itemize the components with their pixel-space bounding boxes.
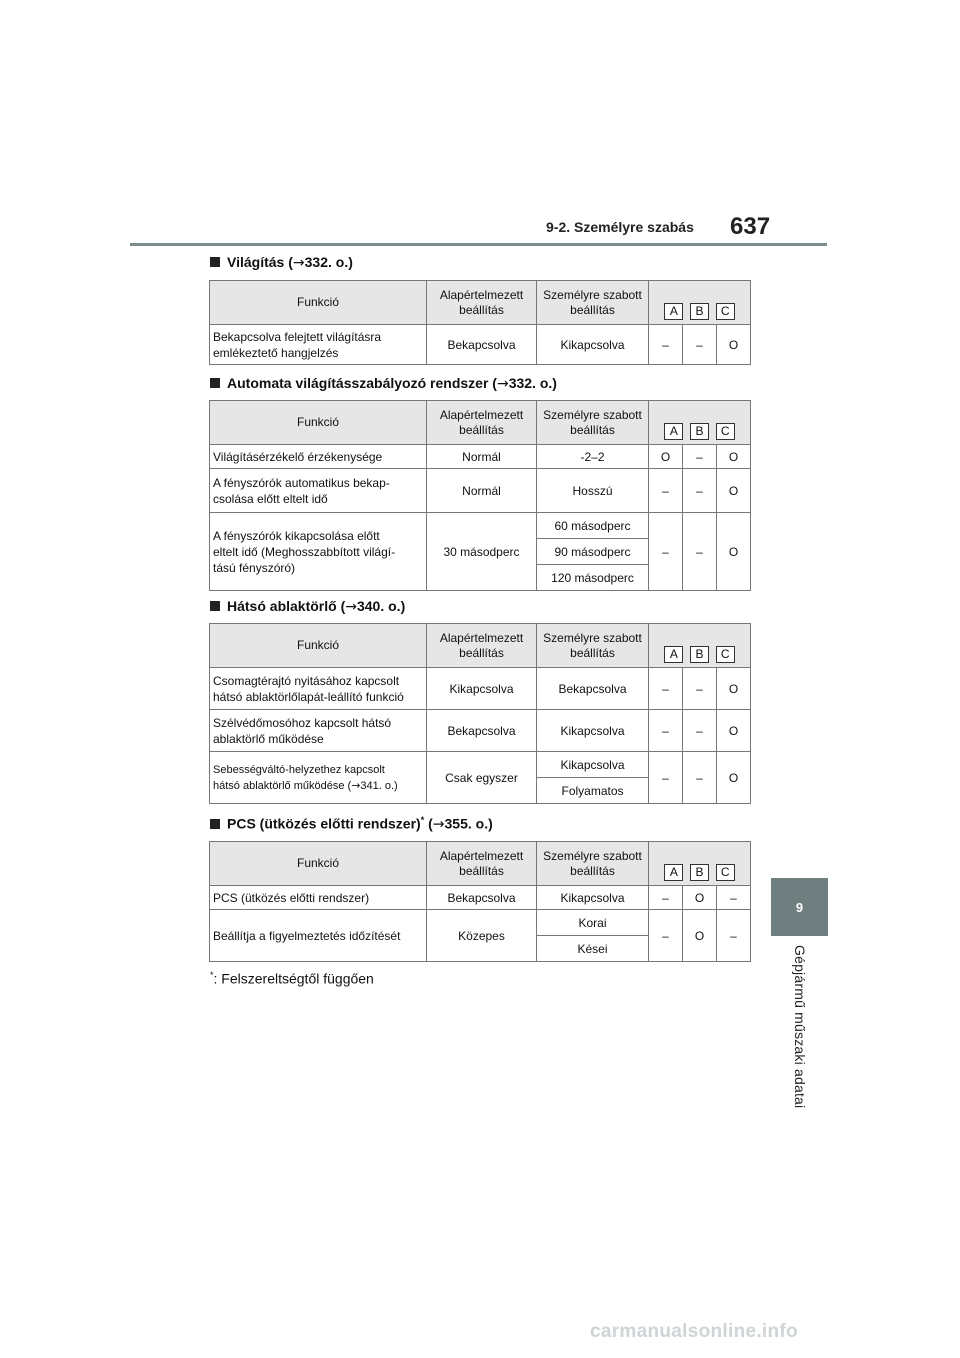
a-cell: – — [649, 710, 683, 752]
watermark-logo: carmanualsonline.info — [590, 1321, 798, 1342]
section-heading-pcs: PCS (ütközés előtti rendszer)* (→355. o.) — [210, 815, 493, 833]
rear-wiper-table — [209, 623, 751, 804]
a-cell: – — [649, 668, 683, 710]
letter-a-box: A — [664, 303, 683, 320]
column-header-default: Alapértelmezett beállítás — [427, 281, 537, 325]
c-cell: – — [717, 886, 751, 910]
table-row — [210, 752, 751, 778]
a-cell: – — [649, 325, 683, 365]
c-cell: – — [717, 910, 751, 962]
b-cell: – — [683, 513, 717, 591]
c-cell: O — [717, 469, 751, 513]
column-header-custom: Személyre szabott beállítás — [537, 624, 649, 668]
default-cell: Bekapcsolva — [427, 325, 537, 365]
custom-cell: Kikapcsolva — [537, 325, 649, 365]
section-heading-rear-wiper: Hátsó ablaktörlő (→340. o.) — [210, 598, 405, 615]
chapter-number: 9 — [795, 899, 804, 915]
column-header-function: Funkció — [210, 401, 427, 445]
default-cell: Bekapcsolva — [427, 710, 537, 752]
custom-option-cell: Korai — [537, 910, 649, 936]
arrow-right-icon: → — [351, 778, 361, 792]
pcs-table — [209, 841, 751, 962]
chapter-tab — [771, 878, 828, 936]
square-bullet-icon — [210, 257, 220, 267]
default-cell: Közepes — [427, 910, 537, 962]
table-row — [210, 886, 751, 910]
b-cell: – — [683, 325, 717, 365]
letter-b-box: B — [690, 303, 709, 320]
footnote — [210, 970, 374, 987]
b-cell: O — [683, 910, 717, 962]
letter-c-box: C — [716, 303, 735, 320]
custom-cell: Hosszú — [537, 469, 649, 513]
column-header-default: Alapértelmezett beállítás — [427, 842, 537, 886]
default-cell: Csak egyszer — [427, 752, 537, 804]
custom-option-cell: 60 másodperc — [537, 513, 649, 539]
letter-b-box: B — [690, 646, 709, 663]
square-bullet-icon — [210, 819, 220, 829]
column-header-default: Alapértelmezett beállítás — [427, 401, 537, 445]
arrow-right-icon: → — [292, 255, 305, 271]
column-header-abc — [649, 401, 751, 445]
table-header-row — [210, 624, 751, 668]
default-cell: Normál — [427, 445, 537, 469]
arrow-right-icon: → — [496, 376, 509, 392]
function-cell: PCS (ütközés előtti rendszer) — [210, 886, 427, 910]
custom-option-cell: Folyamatos — [537, 778, 649, 804]
default-cell: Normál — [427, 469, 537, 513]
c-cell: O — [717, 445, 751, 469]
column-header-abc — [649, 624, 751, 668]
b-cell: O — [683, 886, 717, 910]
function-cell: Csomagtérajtó nyitásához kapcsolt hátsó ablaktörlőlapát-leállító funkció — [210, 668, 427, 710]
function-cell: Bekapcsolva felejtett világításra emlékeztető hangjelzés — [210, 325, 427, 365]
chapter-title: Gépjármű műszaki adatai — [792, 945, 808, 1109]
page-number: 637 — [730, 213, 771, 240]
letter-b-box: B — [690, 423, 709, 440]
table-row — [210, 910, 751, 936]
letter-a-box: A — [664, 864, 683, 881]
column-header-function: Funkció — [210, 624, 427, 668]
function-cell: A fényszórók kikapcsolása előtt eltelt idő (Meghosszabbított világí- tású fényszóró) — [210, 513, 427, 591]
a-cell: – — [649, 469, 683, 513]
table-row — [210, 325, 751, 365]
column-header-custom: Személyre szabott beállítás — [537, 401, 649, 445]
table-row — [210, 710, 751, 752]
custom-option-cell: 90 másodperc — [537, 539, 649, 565]
section-heading-lighting: Világítás (→332. o.) — [210, 254, 353, 271]
table-header-row — [210, 281, 751, 325]
header-rule — [130, 243, 827, 246]
table-row — [210, 668, 751, 710]
letter-a-box: A — [664, 646, 683, 663]
column-header-default: Alapértelmezett beállítás — [427, 624, 537, 668]
c-cell: O — [717, 710, 751, 752]
table-row — [210, 445, 751, 469]
default-cell: 30 másodperc — [427, 513, 537, 591]
arrow-right-icon: → — [345, 599, 357, 615]
c-cell: O — [717, 325, 751, 365]
b-cell: – — [683, 445, 717, 469]
c-cell: O — [717, 668, 751, 710]
function-cell: Beállítja a figyelmeztetés időzítését — [210, 910, 427, 962]
custom-cell: Bekapcsolva — [537, 668, 649, 710]
b-cell: – — [683, 469, 717, 513]
letter-b-box: B — [690, 864, 709, 881]
column-header-function: Funkció — [210, 842, 427, 886]
custom-cell: -2–2 — [537, 445, 649, 469]
square-bullet-icon — [210, 378, 220, 388]
c-cell: O — [717, 513, 751, 591]
table-header-row — [210, 401, 751, 445]
b-cell: – — [683, 668, 717, 710]
custom-option-cell: Kései — [537, 936, 649, 962]
table-header-row — [210, 842, 751, 886]
default-cell: Bekapcsolva — [427, 886, 537, 910]
a-cell: – — [649, 752, 683, 804]
letter-c-box: C — [716, 864, 735, 881]
auto-light-control-table — [209, 400, 751, 591]
letter-a-box: A — [664, 423, 683, 440]
footnote-text: : Felszereltségtől függően — [213, 970, 374, 987]
column-header-function: Funkció — [210, 281, 427, 325]
c-cell: O — [717, 752, 751, 804]
column-header-abc — [649, 281, 751, 325]
table-row — [210, 469, 751, 513]
custom-option-cell: 120 másodperc — [537, 565, 649, 591]
letter-c-box: C — [716, 646, 735, 663]
lighting-table — [209, 280, 751, 365]
section-heading-auto-light-control: Automata világításszabályozó rendszer (→332. o.) — [210, 375, 557, 392]
custom-cell: Kikapcsolva — [537, 886, 649, 910]
column-header-custom: Személyre szabott beállítás — [537, 842, 649, 886]
column-header-custom: Személyre szabott beállítás — [537, 281, 649, 325]
function-cell: Sebességváltó-helyzethez kapcsolt hátsó ablaktörlő működése (→341. o.) — [210, 752, 427, 804]
a-cell: – — [649, 886, 683, 910]
column-header-abc — [649, 842, 751, 886]
custom-option-cell: Kikapcsolva — [537, 752, 649, 778]
default-cell: Kikapcsolva — [427, 668, 537, 710]
section-header-title: 9-2. Személyre szabás — [546, 219, 694, 235]
custom-cell: Kikapcsolva — [537, 710, 649, 752]
function-cell: Szélvédőmosóhoz kapcsolt hátsó ablaktörlő működése — [210, 710, 427, 752]
a-cell: – — [649, 910, 683, 962]
square-bullet-icon — [210, 601, 220, 611]
arrow-right-icon: → — [432, 816, 445, 833]
a-cell: O — [649, 445, 683, 469]
function-cell: Világításérzékelő érzékenysége — [210, 445, 427, 469]
b-cell: – — [683, 752, 717, 804]
function-cell: A fényszórók automatikus bekap- csolása előtt eltelt idő — [210, 469, 427, 513]
footnote-star: * — [210, 970, 214, 980]
a-cell: – — [649, 513, 683, 591]
table-row — [210, 513, 751, 539]
letter-c-box: C — [716, 423, 735, 440]
b-cell: – — [683, 710, 717, 752]
